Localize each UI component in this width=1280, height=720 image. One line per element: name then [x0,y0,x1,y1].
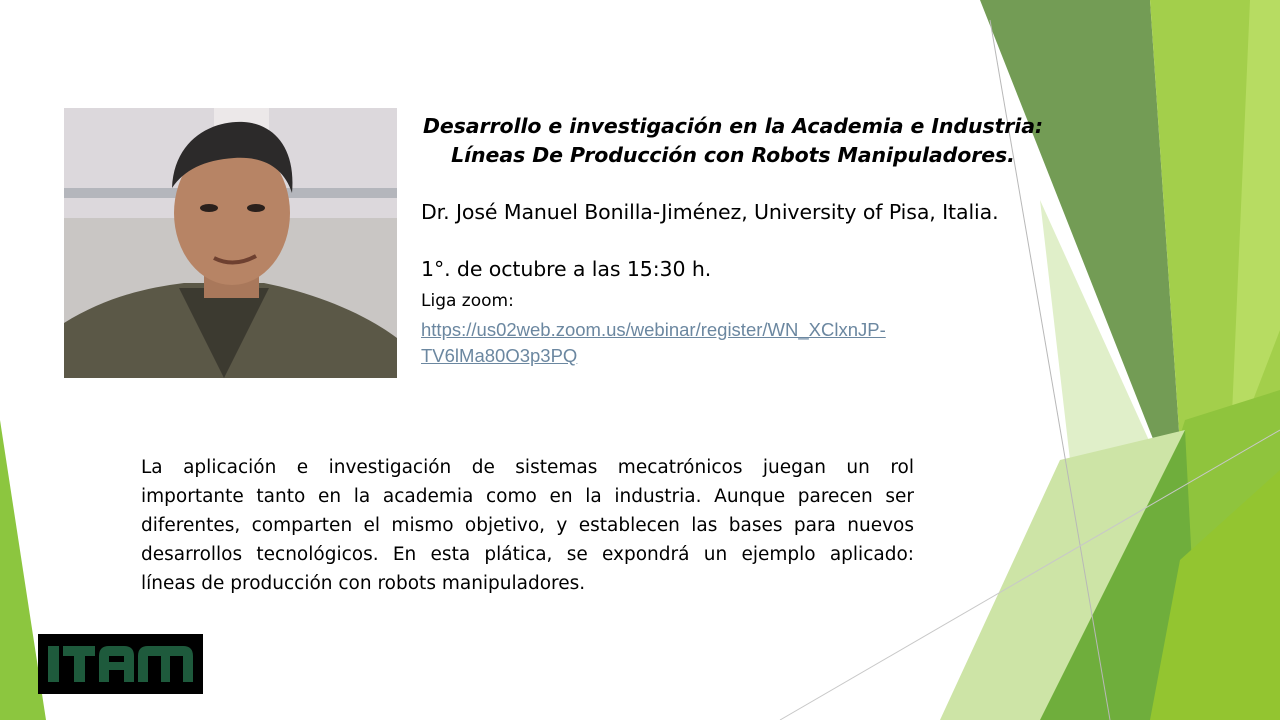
abstract-paragraph [141,453,914,598]
zoom-link-line[interactable]: https://us02web.zoom.us/webinar/register/WN_XClxnJP- [421,319,886,340]
talk-title-line: Líneas De Producción con Robots Manipuladores. [451,143,1015,167]
abstract-line: diferentes, comparten el mismo objetivo, y establecen las bases para nuevos [141,515,914,536]
zoom-registration-link[interactable] [421,317,981,369]
zoom-link-line[interactable]: TV6lMa80O3p3PQ [421,345,578,366]
zoom-label: Liga zoom: [421,291,514,311]
talk-title [420,112,1046,170]
abstract-line: líneas de producción con robots manipuladores. [141,573,586,594]
itam-logo [38,634,203,694]
talk-title-line: Desarrollo e investigación en la Academia e Industria: [422,114,1044,138]
abstract-line: importante tanto en la academia como en la industria. Aunque parecen ser [141,486,914,507]
talk-datetime: 1°. de octubre a las 15:30 h. [421,257,712,281]
abstract-line: La aplicación e investigación de sistemas mecatrónicos juegan un rol [141,457,914,478]
speaker-name: Dr. José Manuel Bonilla-Jiménez, University of Pisa, Italia. [421,200,999,224]
abstract-line: desarrollos tecnológicos. En esta plática, se expondrá un ejemplo aplicado: [141,544,914,565]
speaker-photo [64,108,397,378]
